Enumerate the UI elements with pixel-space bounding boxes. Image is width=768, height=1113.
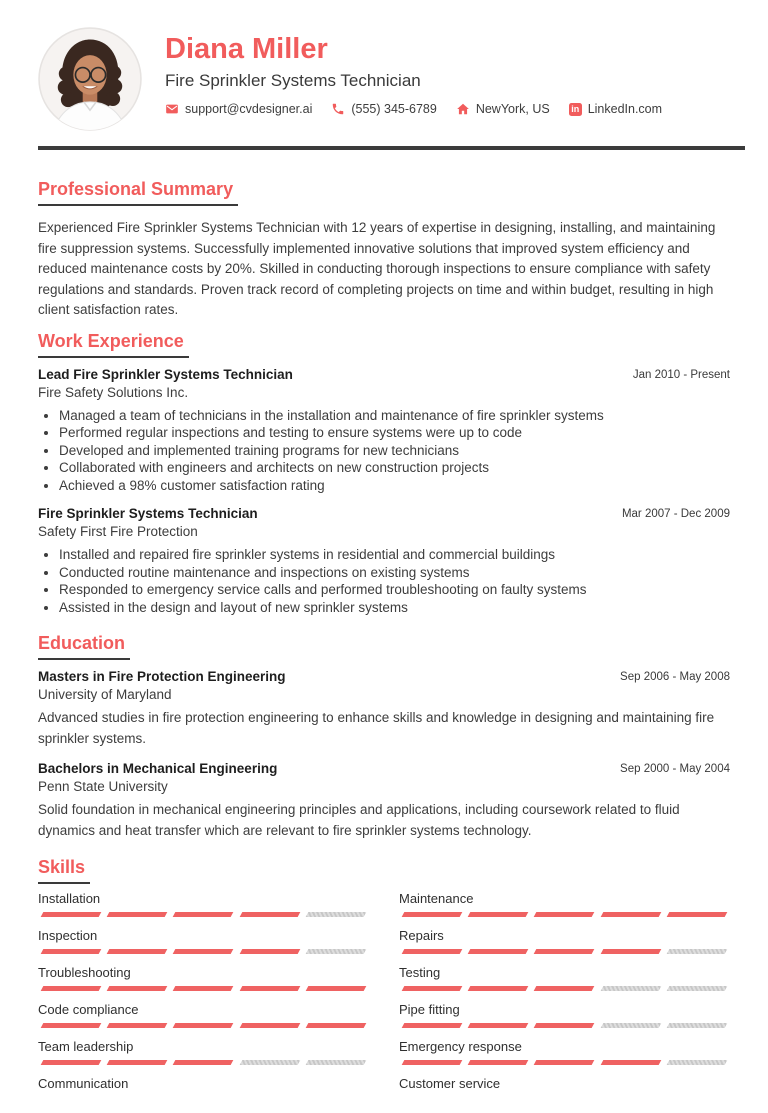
phone-icon [331, 102, 345, 116]
skill-item [38, 1002, 369, 1028]
skill-item [399, 1076, 730, 1102]
person-title: Fire Sprinkler Systems Technician [165, 71, 421, 90]
skill-item [399, 1002, 730, 1028]
skill-bar-segment [305, 1023, 366, 1028]
contact-text: (555) 345-6789 [351, 102, 437, 116]
skill-name: Troubleshooting [38, 965, 131, 980]
skill-bar-segment [666, 1023, 727, 1028]
skill-bar-segment [534, 912, 595, 917]
skill-bar [399, 1060, 730, 1065]
resume-header [38, 27, 730, 131]
avatar-photo [38, 27, 142, 131]
skill-bar-segment [305, 912, 366, 917]
section-heading-skills: Skills [38, 858, 90, 884]
job-bullet: • Responded to emergency service calls and performed troubleshooting on faulty systems [59, 581, 730, 599]
skill-bar-segment [402, 1023, 463, 1028]
skill-item [38, 965, 369, 991]
section-skills [38, 858, 730, 1113]
degree-school: University of Maryland [38, 687, 172, 702]
skill-bar-segment [402, 1060, 463, 1065]
contact-item[interactable] [331, 102, 436, 116]
skill-bar-segment [239, 1023, 300, 1028]
skill-bar [399, 1097, 730, 1102]
skill-name: Code compliance [38, 1002, 139, 1017]
degree-dates: Sep 2000 - May 2004 [620, 763, 730, 775]
job-bullet: • Collaborated with engineers and architects on new construction projects [59, 459, 730, 477]
degree-description: Advanced studies in fire protection engineering to enhance skills and knowledge in designing and maintaining fire sprinkler systems. [38, 710, 715, 746]
skill-bar-segment [534, 949, 595, 954]
skill-bar-segment [107, 949, 168, 954]
job-dates: Jan 2010 - Present [632, 368, 730, 381]
skill-bar-segment [534, 1023, 595, 1028]
contact-item[interactable] [569, 102, 662, 116]
skill-bar [399, 912, 730, 917]
skill-bar-segment [41, 1060, 102, 1065]
skill-bar-segment [666, 986, 727, 991]
skill-name: Pipe fitting [399, 1002, 460, 1017]
header-divider [38, 146, 745, 150]
contact-text: NewYork, US [475, 102, 550, 116]
job-title: Lead Fire Sprinkler Systems Technician [38, 366, 293, 382]
contact-item[interactable] [456, 102, 550, 116]
skill-bar-segment [173, 1023, 234, 1028]
job-entry [38, 366, 730, 495]
degree-list [38, 668, 730, 841]
skill-item [399, 1039, 730, 1065]
job-title: Fire Sprinkler Systems Technician [38, 506, 258, 521]
skill-bar [38, 986, 369, 991]
skill-item [399, 965, 730, 991]
skill-bar-segment [173, 949, 234, 954]
skill-name: Installation [38, 891, 101, 906]
skill-name: Testing [399, 965, 441, 980]
section-professional-summary [38, 180, 730, 321]
job-bullets [38, 407, 730, 495]
job-bullet: • Conducted routine maintenance and inspections on existing systems [59, 564, 730, 582]
section-education [38, 634, 730, 841]
skill-bar-segment [107, 1060, 168, 1065]
contact-text: LinkedIn.com [587, 102, 663, 116]
skill-bar-segment [468, 986, 529, 991]
skill-bar-segment [173, 1060, 234, 1065]
job-bullet: • Managed a team of technicians in the installation and maintenance of fire sprinkler systems [59, 407, 730, 425]
section-heading-education: Education [38, 634, 130, 660]
skill-bar-segment [107, 912, 168, 917]
linkedin-icon: in [569, 103, 582, 116]
skill-name: Repairs [399, 928, 444, 943]
skill-bar-segment [305, 949, 366, 954]
job-bullets [38, 546, 730, 616]
skill-bar-segment [666, 912, 727, 917]
skill-bar-segment [41, 949, 102, 954]
skills-grid [38, 891, 730, 1113]
skill-bar-segment [173, 912, 234, 917]
person-name: Diana Miller [165, 33, 328, 65]
skill-bar [399, 949, 730, 954]
contact-row [165, 102, 662, 116]
skill-bar-segment [468, 1060, 529, 1065]
skill-item [38, 928, 369, 954]
skill-bar [38, 1060, 369, 1065]
job-bullet: • Achieved a 98% customer satisfaction rating [59, 477, 730, 495]
skill-bar [399, 986, 730, 991]
skill-bar-segment [402, 912, 463, 917]
skill-item [38, 891, 369, 917]
job-bullet: • Developed and implemented training programs for new technicians [59, 442, 730, 460]
header-text [165, 27, 662, 116]
skill-name: Maintenance [399, 891, 474, 906]
skill-bar-segment [666, 949, 727, 954]
skill-bar-segment [107, 986, 168, 991]
degree-entry [38, 668, 730, 749]
skill-item [38, 1076, 369, 1102]
skill-bar-segment [107, 1023, 168, 1028]
avatar [38, 27, 142, 131]
email-icon [165, 102, 179, 116]
skill-bar-segment [239, 986, 300, 991]
skill-bar [38, 1023, 369, 1028]
skill-item [399, 891, 730, 917]
degree-entry [38, 760, 730, 841]
skill-bar-segment [239, 949, 300, 954]
skill-item [38, 1039, 369, 1065]
skill-bar-segment [468, 949, 529, 954]
skill-name: Emergency response [399, 1039, 522, 1054]
skills-column [38, 891, 369, 1113]
skill-name: Communication [38, 1076, 129, 1091]
skill-bar-segment [305, 1060, 366, 1065]
skill-bar-segment [41, 986, 102, 991]
job-company: Fire Safety Solutions Inc. [38, 384, 189, 400]
skill-bar-segment [468, 1023, 529, 1028]
skill-bar-segment [305, 986, 366, 991]
skill-bar-segment [600, 1023, 661, 1028]
skill-bar-segment [600, 912, 661, 917]
summary-text: Experienced Fire Sprinkler Systems Technician with 12 years of expertise in designing, installing, and maintaining fire suppression systems. Successfully implemented innovative solutions that improved system efficiency and reduced maintenance costs by 20%. Skilled in conducting thorough inspections to ensure compliance with safety regulations and standards. Proven track record of completing projects on time and within budget, resulting in high client satisfaction rates. [38, 220, 716, 317]
job-dates: Mar 2007 - Dec 2009 [621, 508, 730, 520]
skill-bar-segment [402, 949, 463, 954]
job-company: Safety First Fire Protection [38, 524, 198, 539]
skill-bar [38, 1097, 369, 1102]
skill-bar [399, 1023, 730, 1028]
job-bullet: • Assisted in the design and layout of new sprinkler systems [59, 599, 730, 617]
contact-item[interactable] [165, 102, 312, 116]
skill-bar-segment [239, 1060, 300, 1065]
skill-bar-segment [666, 1060, 727, 1065]
section-work-experience [38, 332, 730, 617]
section-heading-experience: Work Experience [38, 332, 189, 358]
skill-bar-segment [41, 912, 102, 917]
skill-bar-segment [41, 1023, 102, 1028]
skill-bar-segment [468, 912, 529, 917]
degree-description: Solid foundation in mechanical engineering principles and applications, including coursework related to fluid dynamics and heat transfer which are relevant to fire sprinkler systems technology. [38, 802, 680, 838]
job-bullet: • Performed regular inspections and testing to ensure systems were up to code [59, 424, 730, 442]
skill-name: Customer service [399, 1076, 501, 1091]
degree-dates: Sep 2006 - May 2008 [620, 671, 730, 683]
skill-bar-segment [239, 912, 300, 917]
skill-bar [38, 912, 369, 917]
job-list [38, 366, 730, 617]
skills-column [399, 891, 730, 1113]
skill-name: Team leadership [38, 1039, 134, 1054]
skill-bar-segment [173, 986, 234, 991]
skill-item [399, 928, 730, 954]
job-bullet: • Installed and repaired fire sprinkler systems in residential and commercial buildings [59, 546, 730, 564]
contact-text: support@cvdesigner.ai [185, 102, 313, 116]
skill-bar-segment [600, 949, 661, 954]
skill-bar-segment [600, 1060, 661, 1065]
degree-title: Masters in Fire Protection Engineering [38, 669, 286, 684]
skill-bar [38, 949, 369, 954]
job-entry [38, 505, 730, 616]
skill-bar-segment [534, 1060, 595, 1065]
section-heading-summary: Professional Summary [38, 180, 238, 206]
skill-name: Inspection [38, 928, 98, 943]
degree-school: Penn State University [38, 779, 168, 794]
skill-bar-segment [534, 986, 595, 991]
degree-title: Bachelors in Mechanical Engineering [38, 761, 278, 776]
home-icon [456, 102, 470, 116]
skill-bar-segment [402, 986, 463, 991]
skill-bar-segment [600, 986, 661, 991]
